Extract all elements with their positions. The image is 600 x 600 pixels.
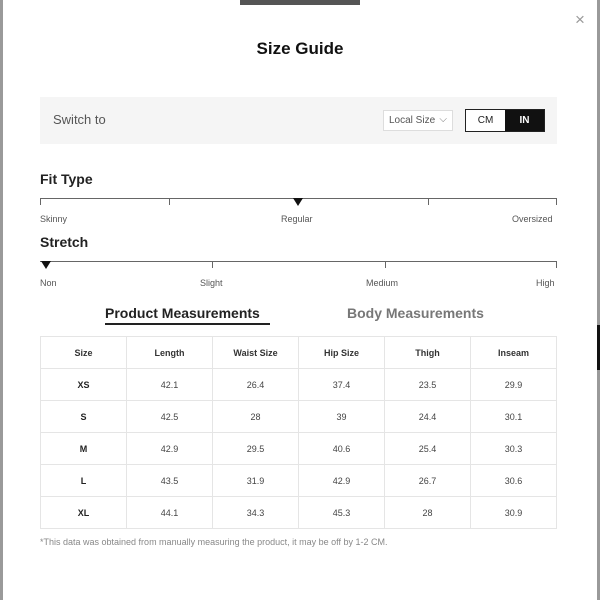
- table-cell: 23.5: [385, 369, 471, 401]
- fit-type-tick: [169, 198, 170, 205]
- size-cell: M: [41, 433, 127, 465]
- table-cell: 29.9: [471, 369, 557, 401]
- modal-title: Size Guide: [256, 39, 344, 58]
- table-row: [41, 465, 557, 497]
- table-row: [41, 369, 557, 401]
- table-cell: 42.9: [127, 433, 213, 465]
- table-cell: 37.4: [299, 369, 385, 401]
- tab-body-measurements[interactable]: Body Measurements: [347, 305, 484, 321]
- table-row: [41, 401, 557, 433]
- table-cell: 39: [299, 401, 385, 433]
- unit-switch-bar: [40, 97, 557, 144]
- stretch-tick: [556, 261, 557, 268]
- table-cell: 28: [385, 497, 471, 529]
- table-cell: 30.9: [471, 497, 557, 529]
- table-cell: 30.6: [471, 465, 557, 497]
- table-header: Size: [41, 337, 127, 369]
- active-tab-underline: [105, 323, 270, 325]
- fit-label-oversized: Oversized: [512, 214, 553, 224]
- table-header: Inseam: [471, 337, 557, 369]
- table-cell: 30.3: [471, 433, 557, 465]
- table-cell: 40.6: [299, 433, 385, 465]
- table-header-row: [41, 337, 557, 369]
- table-header: Hip Size: [299, 337, 385, 369]
- tab-product-measurements[interactable]: Product Measurements: [105, 305, 260, 321]
- table-cell: 42.5: [127, 401, 213, 433]
- size-cell: S: [41, 401, 127, 433]
- size-cell: XL: [41, 497, 127, 529]
- table-cell: 28: [213, 401, 299, 433]
- table-cell: 25.4: [385, 433, 471, 465]
- size-cell: L: [41, 465, 127, 497]
- size-cell: XS: [41, 369, 127, 401]
- stretch-label-non: Non: [40, 278, 57, 288]
- local-size-dropdown[interactable]: [383, 110, 453, 131]
- table-cell: 24.4: [385, 401, 471, 433]
- fit-label-regular: Regular: [281, 214, 313, 224]
- fit-label-skinny: Skinny: [40, 214, 68, 224]
- local-size-label: Local Size: [389, 115, 436, 126]
- stretch-tick: [385, 261, 386, 268]
- switch-label: Switch to: [53, 112, 106, 127]
- table-cell: 29.5: [213, 433, 299, 465]
- size-guide-modal: [3, 5, 597, 600]
- table-cell: 42.1: [127, 369, 213, 401]
- measurement-note: *This data was obtained from manually measuring the product, it may be off by 1-2 CM.: [40, 537, 388, 547]
- table-row: [41, 433, 557, 465]
- table-cell: 26.7: [385, 465, 471, 497]
- stretch-title: Stretch: [40, 234, 89, 250]
- fit-type-marker-icon: [293, 198, 303, 206]
- table-cell: 34.3: [213, 497, 299, 529]
- fit-type-tick: [40, 198, 41, 205]
- close-icon[interactable]: ×: [575, 10, 585, 29]
- unit-cm-button[interactable]: CM: [466, 110, 505, 131]
- table-header: Thigh: [385, 337, 471, 369]
- stretch-label-medium: Medium: [366, 278, 399, 288]
- stretch-line: [40, 261, 557, 262]
- size-table: [40, 336, 557, 529]
- table-cell: 31.9: [213, 465, 299, 497]
- fit-type-tick: [428, 198, 429, 205]
- stretch-label-slight: Slight: [200, 278, 223, 288]
- table-cell: 44.1: [127, 497, 213, 529]
- fit-type-scale: [40, 198, 557, 206]
- table-cell: 30.1: [471, 401, 557, 433]
- table-cell: 42.9: [299, 465, 385, 497]
- table-header: Waist Size: [213, 337, 299, 369]
- fit-type-tick: [556, 198, 557, 205]
- table-header: Length: [127, 337, 213, 369]
- fit-type-title: Fit Type: [40, 171, 93, 187]
- stretch-scale: [40, 261, 557, 269]
- table-cell: 43.5: [127, 465, 213, 497]
- table-cell: 45.3: [299, 497, 385, 529]
- table-row: [41, 497, 557, 529]
- table-cell: 26.4: [213, 369, 299, 401]
- stretch-tick: [212, 261, 213, 268]
- stretch-marker-icon: [41, 261, 51, 269]
- chevron-down-icon: ⌵: [439, 114, 447, 125]
- unit-in-button[interactable]: IN: [505, 110, 544, 131]
- stretch-label-high: High: [536, 278, 555, 288]
- unit-toggle: [465, 109, 545, 132]
